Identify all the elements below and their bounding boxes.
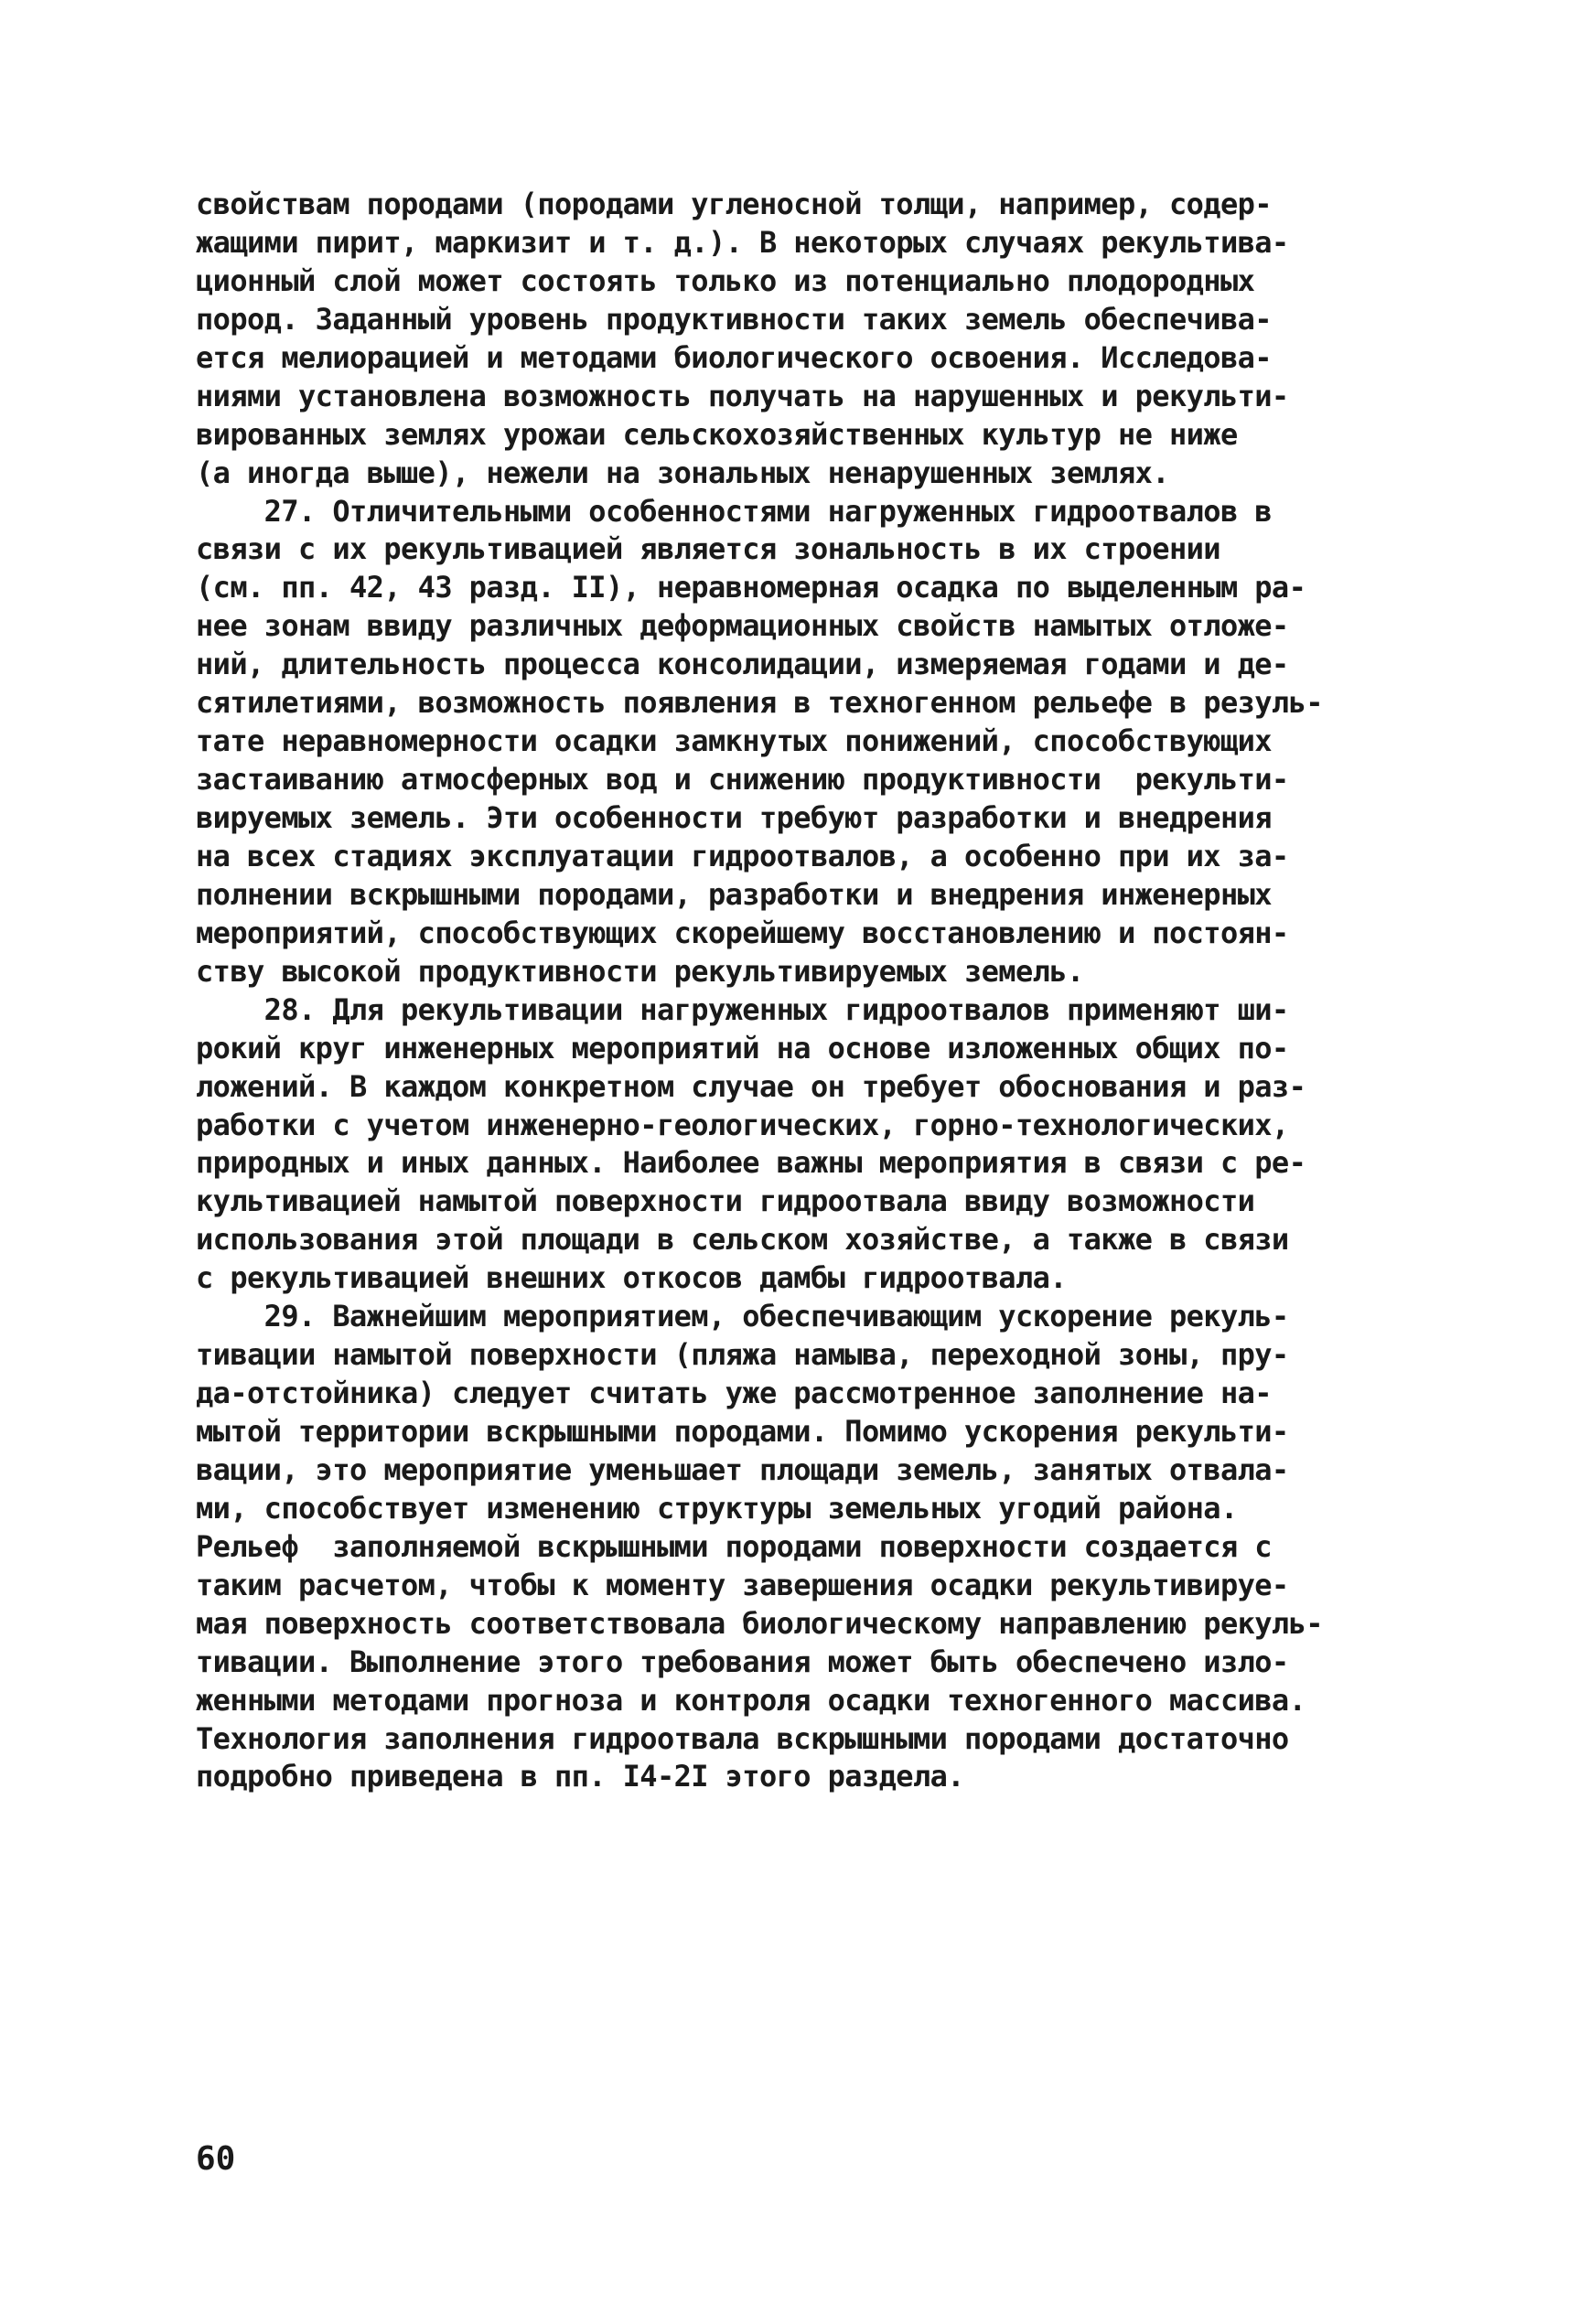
text-line: Рельеф заполняемой вскрышными породами поверхности создается с	[196, 1528, 1272, 1564]
text-line: работки с учетом инженерно-геологических, горно-технологических,	[196, 1107, 1289, 1142]
text-line: мероприятий, способствующих скорейшему восстановлению и постоян-	[196, 915, 1289, 950]
text-line: женными методами прогноза и контроля осадки техногенного массива.	[196, 1682, 1306, 1718]
page-number: 60	[196, 2140, 236, 2178]
text-line: 29. Важнейшим мероприятием, обеспечивающим ускорение рекуль-	[196, 1299, 1289, 1334]
text-line: 27. Отличительными особенностями нагруженных гидроотвалов в	[196, 493, 1272, 529]
text-line: ционный слой может состоять только из потенциально плодородных	[196, 262, 1255, 298]
text-line: 28. Для рекультивации нагруженных гидроотвалов применяют ши-	[196, 991, 1289, 1027]
text-line: тивации намытой поверхности (пляжа намыва, переходной зоны, пру-	[196, 1337, 1289, 1373]
text-line: вации, это мероприятие уменьшает площади земель, занятых отвала-	[196, 1451, 1289, 1487]
text-line: нее зонам ввиду различных деформационных свойств намытых отложе-	[196, 608, 1289, 644]
text-line: полнении вскрышными породами, разработки и внедрения инженерных	[196, 876, 1272, 912]
text-line: ми, способствует изменению структуры земельных угодий района.	[196, 1490, 1238, 1526]
text-line: на всех стадиях эксплуатации гидроотвалов, а особенно при их за-	[196, 838, 1289, 873]
text-line: связи с их рекультивацией является зональность в их строении	[196, 531, 1220, 567]
text-line: сятилетиями, возможность появления в техногенном рельефе в резуль-	[196, 685, 1323, 721]
text-line: с рекультивацией внешних откосов дамбы гидроотвала.	[196, 1260, 1067, 1296]
text-line: подробно приведена в пп. I4-2I этого раздела.	[196, 1759, 964, 1794]
text-line: использования этой площади в сельском хозяйстве, а также в связи	[196, 1222, 1289, 1258]
text-line: вированных землях урожаи сельскохозяйственных культур не ниже	[196, 416, 1238, 452]
text-line: застаиванию атмосферных вод и снижению продуктивности рекульти-	[196, 762, 1289, 798]
text-line: да-отстойника) следует считать уже рассмотренное заполнение на-	[196, 1376, 1272, 1411]
text-line: тате неравномерности осадки замкнутых понижений, способствующих	[196, 723, 1272, 759]
body-text	[196, 186, 1413, 1796]
text-line: культивацией намытой поверхности гидроотвала ввиду возможности	[196, 1183, 1255, 1219]
text-line: мытой территории вскрышными породами. Помимо ускорения рекульти-	[196, 1414, 1289, 1449]
text-line: рокий круг инженерных мероприятий на основе изложенных общих по-	[196, 1030, 1289, 1066]
text-line: пород. Заданный уровень продуктивности таких земель обеспечива-	[196, 301, 1272, 337]
text-line: свойствам породами (породами угленосной толщи, например, содер-	[196, 187, 1272, 221]
text-line: мая поверхность соответствовала биологическому направлению рекуль-	[196, 1605, 1323, 1641]
text-line: вируемых земель. Эти особенности требуют разработки и внедрения	[196, 800, 1272, 835]
text-line: Технология заполнения гидроотвала вскрышными породами достаточно	[196, 1720, 1289, 1756]
text-line: (а иногда выше), нежели на зональных ненарушенных землях.	[196, 455, 1169, 490]
text-line: ниями установлена возможность получать на нарушенных и рекульти-	[196, 378, 1289, 413]
text-line: ложений. В каждом конкретном случае он требует обоснования и раз-	[196, 1068, 1306, 1104]
text-line: природных и иных данных. Наиболее важны мероприятия в связи с ре-	[196, 1145, 1306, 1181]
text-line: ний, длительность процесса консолидации, измеряемая годами и де-	[196, 647, 1289, 682]
text-line: ется мелиорацией и методами биологического освоения. Исследова-	[196, 339, 1272, 375]
text-line: тивации. Выполнение этого требования может быть обеспечено изло-	[196, 1644, 1289, 1679]
text-line: (см. пп. 42, 43 разд. II), неравномерная осадка по выделенным ра-	[196, 570, 1306, 605]
text-line: таким расчетом, чтобы к моменту завершения осадки рекультивируе-	[196, 1567, 1289, 1602]
text-line: жащими пирит, маркизит и т. д.). В некоторых случаях рекультива-	[196, 224, 1289, 260]
text-line: ству высокой продуктивности рекультивируемых земель.	[196, 953, 1084, 989]
